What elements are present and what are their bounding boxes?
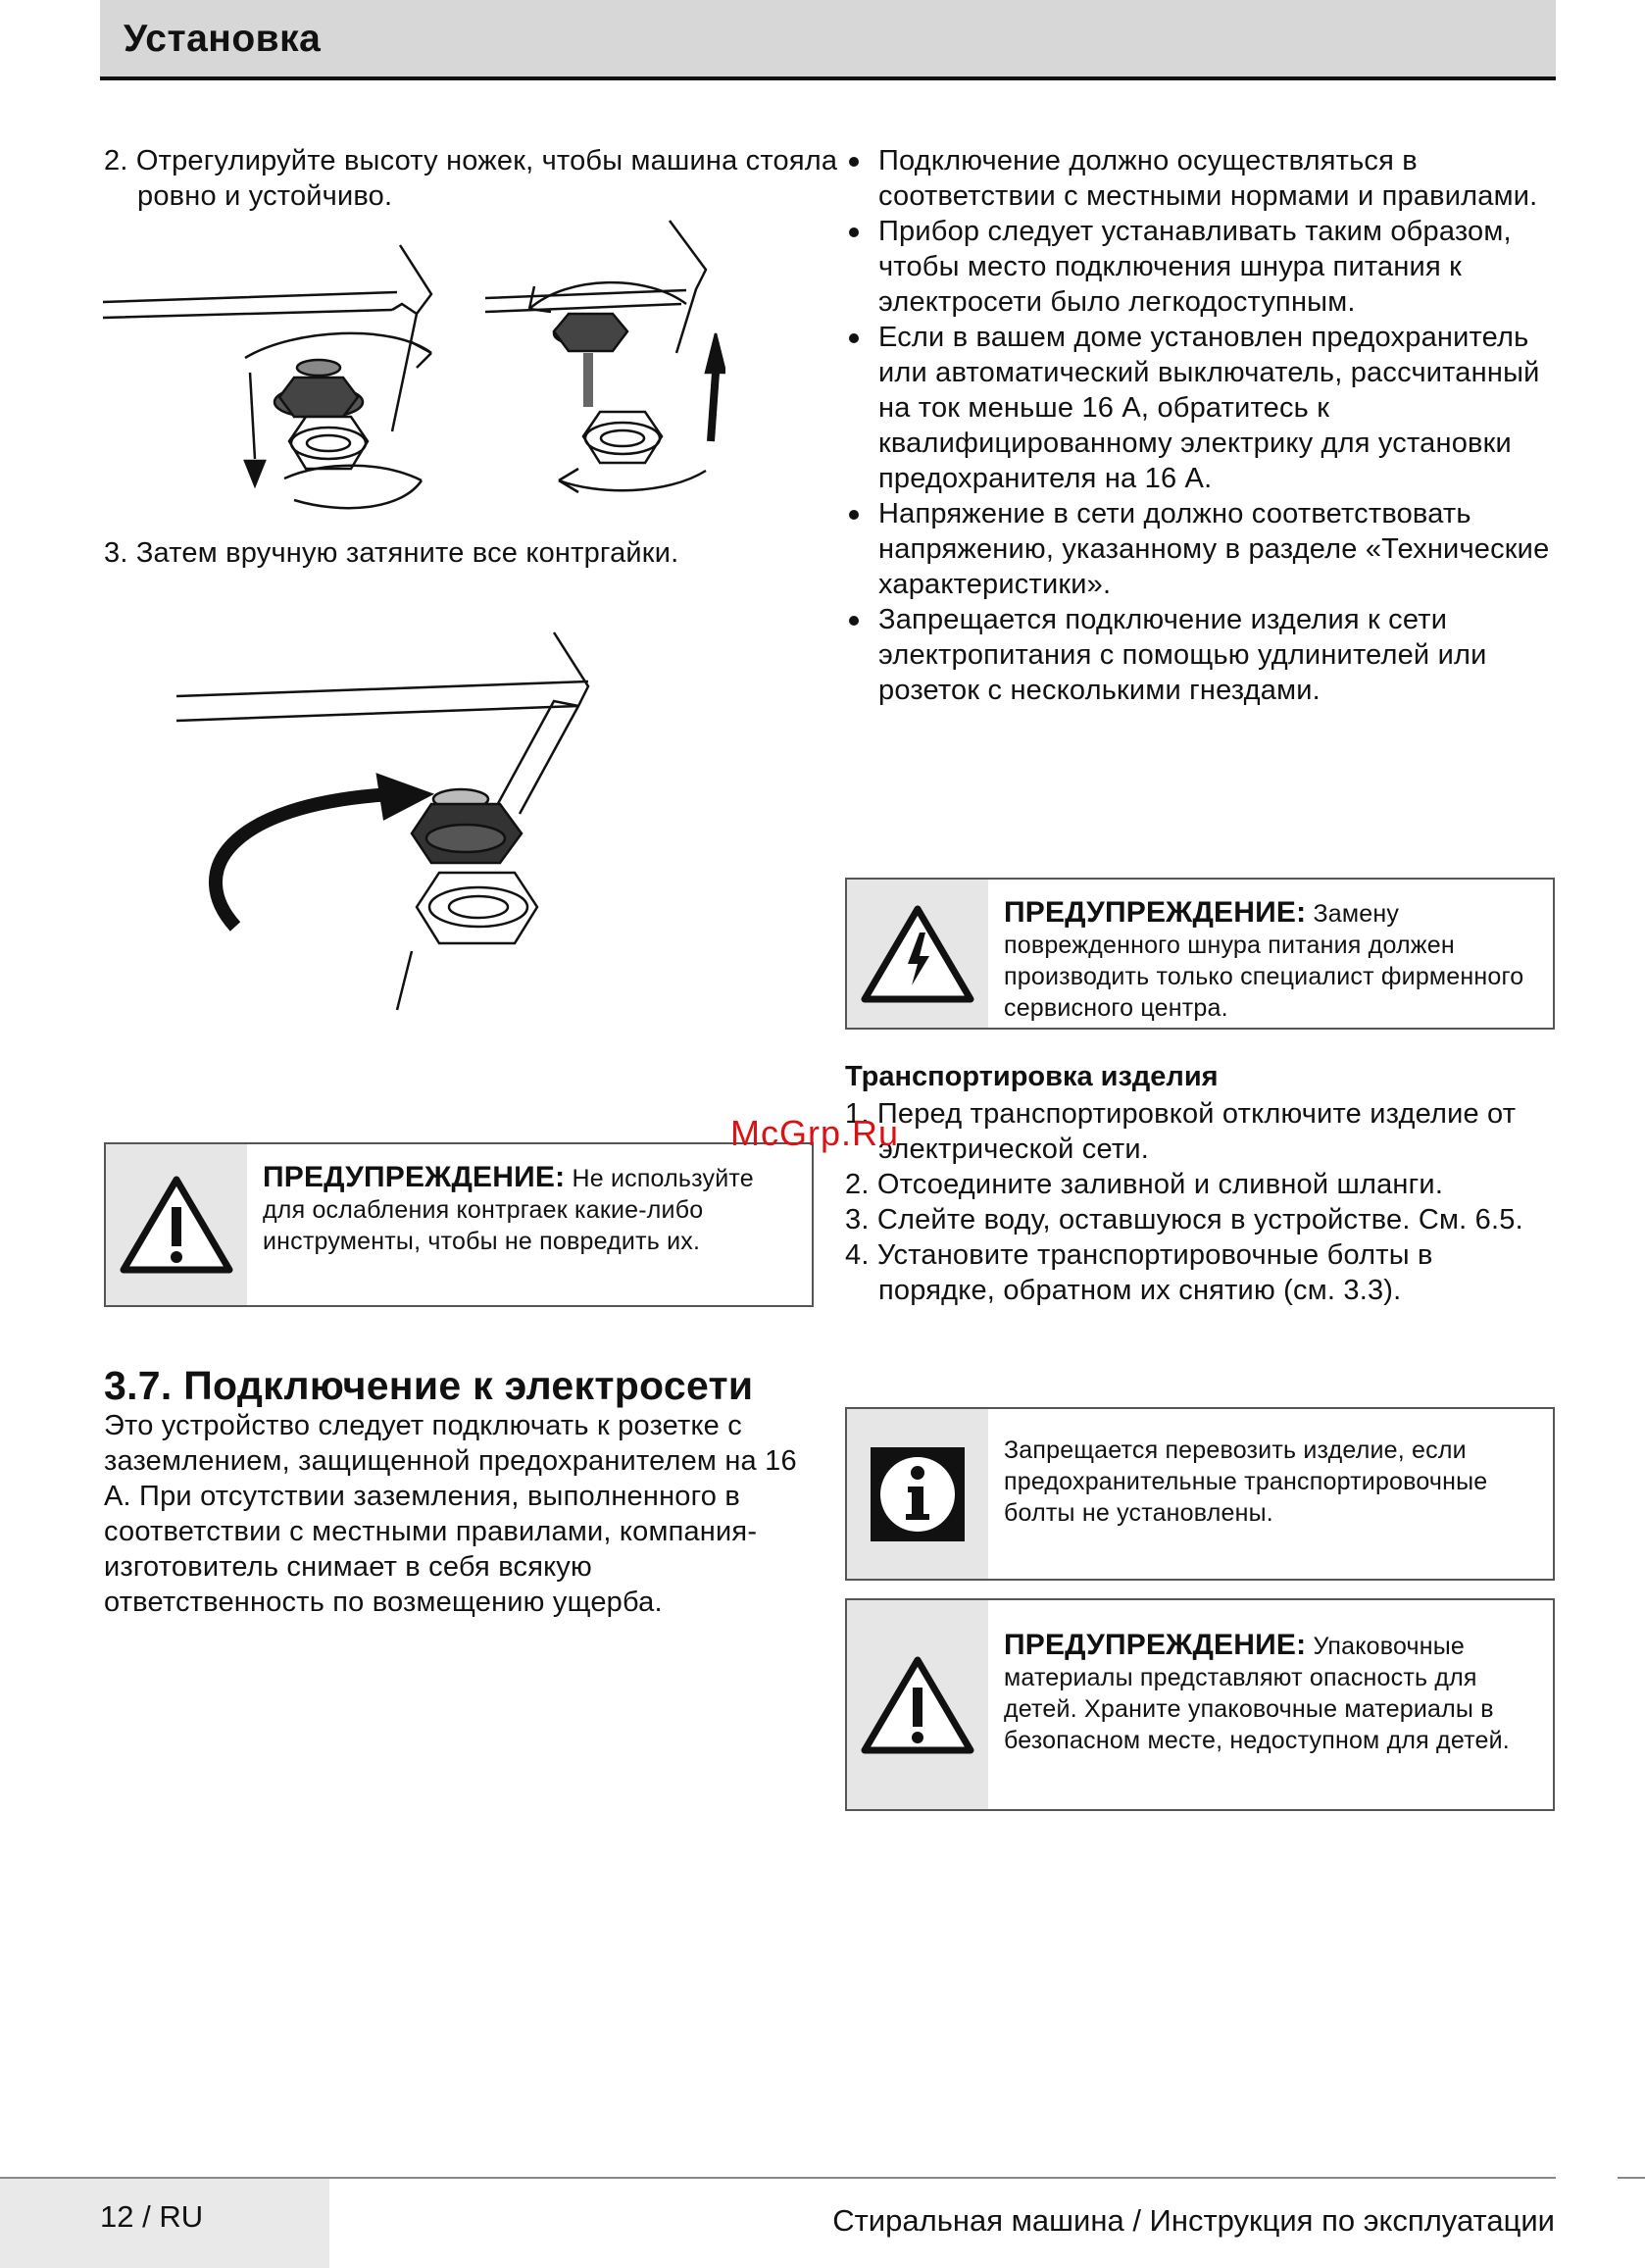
warning-text: Не используйте для ослабления контргаек какие-либо инструменты, чтобы не повредить их.	[263, 1165, 754, 1255]
info-text-block	[1004, 1435, 1539, 1529]
foot-adjustment-illustration	[98, 216, 725, 510]
list-item: 3. Слейте воду, оставшуюся в устройстве. См. 6.5.	[845, 1204, 1523, 1235]
list-item: Прибор следует устанавливать таким образом, чтобы место подключения шнура питания к электросети было легкодоступным.	[845, 214, 1557, 320]
list-item: Подключение должно осуществляться в соответствии с местными нормами и правилами.	[845, 143, 1557, 214]
section-title-electric: 3.7. Подключение к электросети	[104, 1363, 754, 1408]
step-2-text: 2. Отрегулируйте высоту ножек, чтобы машина стояла ровно и устойчиво.	[104, 145, 838, 212]
warning-text-block	[1004, 1630, 1539, 1756]
info-box-transport-bolts	[845, 1407, 1555, 1581]
list-item: 2. Отсоедините заливной и сливной шланги.	[845, 1169, 1444, 1200]
footer-divider	[0, 2177, 1556, 2179]
list-item: Запрещается подключение изделия к сети электропитания с помощью удлинителей или розеток с несколькими гнездами.	[845, 602, 1557, 708]
list-item: Напряжение в сети должно соответствовать напряжению, указанному в разделе «Технические характеристики».	[845, 496, 1557, 602]
info-icon-column	[847, 1409, 988, 1579]
list-item: Если в вашем доме установлен предохранитель или автоматический выключатель, рассчитанный на ток меньше 16 А, обратитесь к квалифицированному электрику для установки предохранителя на 16 А.	[845, 320, 1557, 496]
list-item: 4. Установите транспортировочные болты в порядке, обратном их снятию (см. 3.3).	[845, 1239, 1433, 1306]
list-item: 1. Перед транспортировкой отключите изделие от электрической сети.	[845, 1098, 1517, 1165]
footer-divider-end	[1618, 2177, 1645, 2179]
transport-heading: Транспортировка изделия	[845, 1061, 1219, 1092]
watermark: McGrp.Ru	[730, 1113, 900, 1153]
warning-title: ПРЕДУПРЕЖДЕНИЕ:	[263, 1161, 566, 1193]
electric-requirements-list	[845, 143, 1557, 708]
warning-box-locknut	[104, 1142, 814, 1307]
warning-icon-column	[847, 1600, 988, 1809]
warning-icon-column	[106, 1144, 247, 1305]
info-icon	[869, 1445, 967, 1543]
footer-document-title: Стиральная машина / Инструкция по эксплуатации	[832, 2203, 1555, 2238]
exclamation-triangle-icon	[859, 1654, 976, 1756]
info-text: Запрещается перевозить изделие, если предохранительные транспортировочные болты не установлены.	[1004, 1436, 1488, 1527]
warning-text: Упаковочные материалы представляют опасность для детей. Храните упаковочные материалы в безопасном месте, недоступном для детей.	[1004, 1633, 1510, 1754]
warning-title: ПРЕДУПРЕЖДЕНИЕ:	[1004, 1629, 1307, 1661]
page-title: Установка	[124, 18, 322, 60]
warning-icon-column	[847, 880, 988, 1028]
section-text-electric: Это устройство следует подключать к розетке с заземлением, защищенной предохранителем на 16 А. При отсутствии заземления, выполненного в соответствии с местными правилами, компания-изготовитель снимает в себя всякую ответственность по возмещению ущерба.	[104, 1410, 797, 1618]
step-3-text: 3. Затем вручную затяните все контргайки.	[104, 537, 679, 569]
warning-box-power-cord	[845, 878, 1555, 1030]
warning-title: ПРЕДУПРЕЖДЕНИЕ:	[1004, 896, 1307, 929]
warning-text: Замену поврежденного шнура питания должен производить только специалист фирменного сервисного центра.	[1004, 900, 1524, 1022]
transport-steps-list	[845, 1096, 1557, 1308]
page-number: 12 / RU	[100, 2199, 204, 2234]
exclamation-triangle-icon	[118, 1174, 235, 1276]
locknut-tightening-illustration	[167, 628, 608, 1020]
electric-hazard-icon	[859, 903, 976, 1005]
warning-text-block	[263, 1162, 798, 1257]
warning-box-packaging	[845, 1598, 1555, 1811]
warning-text-block	[1004, 897, 1539, 1024]
